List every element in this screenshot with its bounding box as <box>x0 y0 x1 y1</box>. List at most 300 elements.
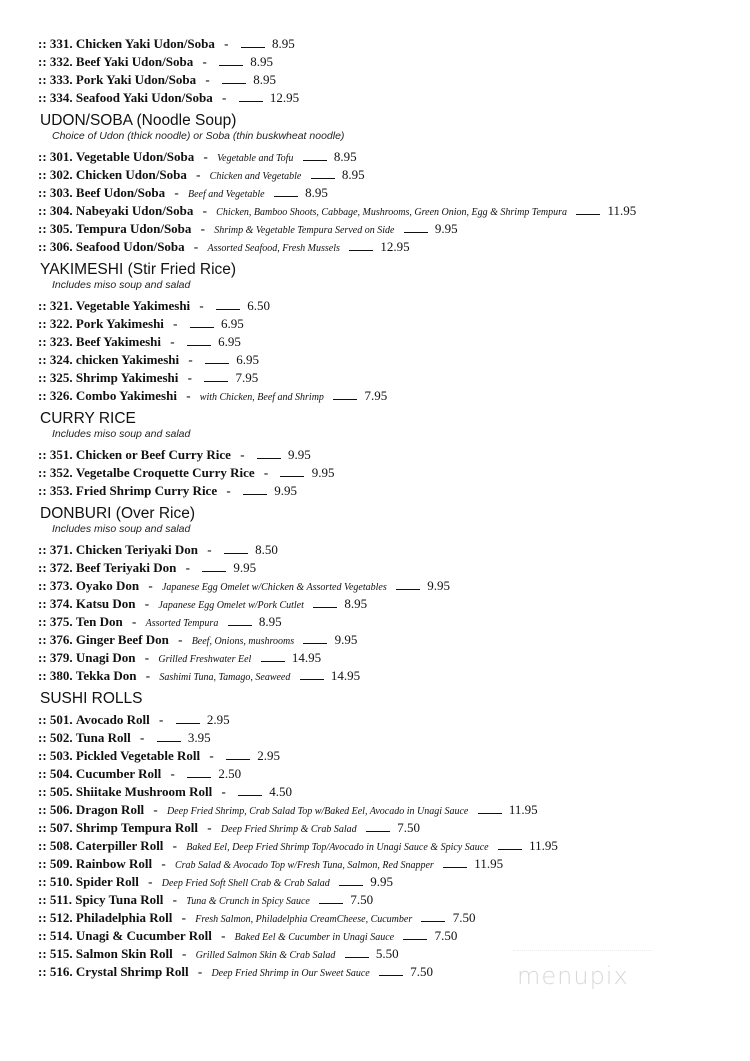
menu-item <box>38 631 738 649</box>
item-bullet: :: <box>38 892 47 907</box>
item-name: Nabeyaki Udon/Soba <box>75 203 194 218</box>
menu-item <box>38 963 738 981</box>
item-description: Japanese Egg Omelet w/Pork Cutlet <box>158 600 304 611</box>
item-number: 380. <box>49 668 73 683</box>
item-bullet: :: <box>38 946 47 961</box>
item-bullet: :: <box>38 578 47 593</box>
item-bullet: :: <box>38 668 47 683</box>
section-title: UDON/SOBA (Noodle Soup) <box>40 112 237 129</box>
menu-item <box>38 148 738 166</box>
section-items <box>38 148 738 256</box>
item-dash: - <box>221 90 227 105</box>
menu-section <box>38 261 738 405</box>
item-dash: - <box>181 910 186 925</box>
item-price: 7.95 <box>364 388 388 403</box>
item-name: Spider Roll <box>75 874 139 889</box>
item-bullet: :: <box>38 802 47 817</box>
item-name: Beef Yaki Udon/Soba <box>75 54 194 69</box>
item-bullet: :: <box>38 856 47 871</box>
item-blank-line <box>319 892 343 904</box>
item-bullet: :: <box>38 36 47 51</box>
menu-item <box>38 369 738 387</box>
item-number: 306. <box>49 239 73 254</box>
item-price: 6.95 <box>218 334 241 349</box>
item-dash: - <box>132 614 137 629</box>
item-bullet: :: <box>38 730 47 745</box>
item-name: Tuna Roll <box>75 730 131 745</box>
item-description: Fresh Salmon, Philadelphia CreamCheese, Cucumber <box>195 914 413 925</box>
section-subtitle: Includes miso soup and salad <box>52 279 191 291</box>
item-number: 504. <box>49 766 73 781</box>
item-bullet: :: <box>38 316 47 331</box>
item-bullet: :: <box>38 964 47 979</box>
item-bullet: :: <box>38 650 47 665</box>
item-description: Japanese Egg Omelet w/Chicken & Assorted Vegetables <box>161 582 387 593</box>
item-description: Assorted Tempura <box>145 618 219 629</box>
item-price: 9.95 <box>233 560 257 575</box>
item-blank-line <box>257 447 281 459</box>
item-name: Vegetable Yakimeshi <box>75 298 191 313</box>
item-price: 5.50 <box>375 946 399 961</box>
menu-item <box>38 220 738 238</box>
item-dash: - <box>207 820 212 835</box>
item-number: 371. <box>49 542 73 557</box>
item-blank-line <box>345 946 369 958</box>
item-number: 506. <box>49 802 73 817</box>
item-name: Tekka Don <box>75 668 137 683</box>
item-dash: - <box>161 856 166 871</box>
menu-item <box>38 595 738 613</box>
item-dash: - <box>209 748 214 763</box>
item-blank-line <box>303 632 327 644</box>
item-dash: - <box>144 650 150 665</box>
item-number: 507. <box>49 820 73 835</box>
item-bullet: :: <box>38 928 47 943</box>
item-name: Beef Yakimeshi <box>75 334 162 349</box>
item-description: Deep Fried Shrimp in Our Sweet Sauce <box>211 968 370 979</box>
item-blank-line <box>205 352 229 364</box>
item-price: 3.95 <box>187 730 211 745</box>
item-description: Tuna & Crunch in Spicy Sauce <box>186 896 310 907</box>
section-items <box>38 711 738 981</box>
item-number: 503. <box>49 748 73 763</box>
menu-item <box>38 927 738 945</box>
item-number: 351. <box>49 447 73 462</box>
section-items <box>38 35 738 107</box>
item-blank-line <box>443 856 467 868</box>
item-blank-line <box>303 149 327 161</box>
item-blank-line <box>366 820 390 832</box>
item-blank-line <box>339 874 363 886</box>
item-number: 510. <box>49 874 73 889</box>
item-name: Chicken Yaki Udon/Soba <box>75 36 215 51</box>
item-number: 302. <box>49 167 73 182</box>
item-number: 379. <box>49 650 73 665</box>
menu-item <box>38 53 738 71</box>
item-name: Oyako Don <box>75 578 140 593</box>
item-name: Dragon Roll <box>75 802 145 817</box>
menu-item <box>38 909 738 927</box>
item-price: 7.50 <box>434 928 458 943</box>
item-price: 2.95 <box>206 712 230 727</box>
section-title: DONBURI (Over Rice) <box>40 505 196 522</box>
item-name: Katsu Don <box>75 596 136 611</box>
item-price: 8.95 <box>344 596 368 611</box>
item-dash: - <box>186 388 191 403</box>
item-price: 9.95 <box>274 483 297 498</box>
item-number: 374. <box>49 596 73 611</box>
item-price: 6.95 <box>236 352 259 367</box>
item-blank-line <box>274 185 298 197</box>
item-blank-line <box>421 910 445 922</box>
item-bullet: :: <box>38 239 47 254</box>
menu-item <box>38 765 738 783</box>
item-dash: - <box>221 784 226 799</box>
item-dash: - <box>207 542 212 557</box>
item-blank-line <box>224 542 248 554</box>
item-description: Deep Fried Shrimp & Crab Salad <box>220 824 357 835</box>
menu-item <box>38 184 738 202</box>
item-blank-line <box>379 964 403 976</box>
item-blank-line <box>238 784 262 796</box>
item-blank-line <box>219 54 243 66</box>
item-description: Grilled Freshwater Eel <box>158 654 252 665</box>
item-description: Crab Salad & Avocado Top w/Fresh Tuna, Salmon, Red Snapper <box>174 860 434 871</box>
item-blank-line <box>498 838 522 850</box>
menu-section <box>38 505 738 685</box>
item-bullet: :: <box>38 910 47 925</box>
item-price: 9.95 <box>311 465 335 480</box>
menu-item <box>38 783 738 801</box>
item-dash: - <box>170 766 175 781</box>
item-description: Shrimp & Vegetable Tempura Served on Side <box>214 225 395 236</box>
item-number: 323. <box>49 334 73 349</box>
item-number: 305. <box>49 221 73 236</box>
item-price: 9.95 <box>334 632 358 647</box>
item-bullet: :: <box>38 465 47 480</box>
item-blank-line <box>313 596 337 608</box>
item-blank-line <box>243 483 267 495</box>
item-name: Beef Teriyaki Don <box>75 560 177 575</box>
item-number: 326. <box>49 388 73 403</box>
menu-page <box>38 35 738 981</box>
item-name: Shrimp Yakimeshi <box>75 370 179 385</box>
menu-item <box>38 613 738 631</box>
item-number: 375. <box>49 614 73 629</box>
item-blank-line <box>239 90 263 102</box>
item-bullet: :: <box>38 54 47 69</box>
item-name: Rainbow Roll <box>75 856 153 871</box>
section-subtitle: Includes miso soup and salad <box>52 523 191 535</box>
item-price: 12.95 <box>380 239 410 254</box>
item-dash: - <box>205 72 210 87</box>
item-blank-line <box>222 72 246 84</box>
item-blank-line <box>311 167 335 179</box>
menu-item <box>38 837 738 855</box>
section-subtitle: Choice of Udon (thick noodle) or Soba (thin buskwheat noodle) <box>52 130 345 142</box>
item-number: 372. <box>49 560 73 575</box>
item-bullet: :: <box>38 596 47 611</box>
item-bullet: :: <box>38 748 47 763</box>
menu-section <box>38 410 738 500</box>
item-dash: - <box>263 465 269 480</box>
item-description: Assorted Seafood, Fresh Mussels <box>207 243 340 254</box>
item-dash: - <box>172 838 178 853</box>
item-dash: - <box>174 185 179 200</box>
item-bullet: :: <box>38 874 47 889</box>
menu-item <box>38 729 738 747</box>
item-name: Shiitake Mushroom Roll <box>75 784 213 799</box>
menu-item <box>38 747 738 765</box>
item-name: chicken Yakimeshi <box>75 352 180 367</box>
item-bullet: :: <box>38 447 47 462</box>
section-title: YAKIMESHI (Stir Fried Rice) <box>40 261 237 278</box>
menu-item <box>38 464 738 482</box>
item-blank-line <box>187 334 211 346</box>
item-number: 376. <box>49 632 73 647</box>
item-dash: - <box>240 447 245 462</box>
menu-item <box>38 667 738 685</box>
item-blank-line <box>478 802 502 814</box>
item-bullet: :: <box>38 203 47 218</box>
item-price: 14.95 <box>330 668 361 683</box>
item-description: with Chicken, Beef and Shrimp <box>199 392 324 403</box>
item-dash: - <box>202 203 207 218</box>
item-blank-line <box>216 298 240 310</box>
item-price: 8.95 <box>341 167 365 182</box>
menu-section <box>38 35 738 107</box>
item-dash: - <box>199 298 204 313</box>
item-bullet: :: <box>38 334 47 349</box>
item-blank-line <box>190 316 214 328</box>
item-blank-line <box>226 748 250 760</box>
item-number: 514. <box>49 928 73 943</box>
menu-item <box>38 873 738 891</box>
item-price: 7.50 <box>452 910 476 925</box>
item-bullet: :: <box>38 185 47 200</box>
item-bullet: :: <box>38 542 47 557</box>
item-name: Ginger Beef Don <box>75 632 169 647</box>
item-number: 333. <box>49 72 73 87</box>
item-price: 9.95 <box>288 447 311 462</box>
item-description: Beef and Vegetable <box>187 189 265 200</box>
item-name: Chicken or Beef Curry Rice <box>75 447 231 462</box>
item-bullet: :: <box>38 90 47 105</box>
item-description: Baked Eel, Deep Fried Shrimp Top/Avocado in Unagi Sauce & Spicy Sauce <box>186 842 489 853</box>
item-number: 334. <box>49 90 73 105</box>
item-bullet: :: <box>38 766 47 781</box>
item-bullet: :: <box>38 838 47 853</box>
item-dash: - <box>172 892 177 907</box>
item-blank-line <box>241 36 265 48</box>
item-price: 9.95 <box>427 578 450 593</box>
item-blank-line <box>404 221 428 233</box>
menu-item <box>38 577 738 595</box>
item-name: Spicy Tuna Roll <box>75 892 164 907</box>
item-number: 303. <box>49 185 73 200</box>
item-number: 501. <box>49 712 73 727</box>
item-price: 7.50 <box>410 964 433 979</box>
item-bullet: :: <box>38 632 47 647</box>
item-dash: - <box>144 596 150 611</box>
item-dash: - <box>188 352 193 367</box>
menu-item <box>38 166 738 184</box>
item-number: 324. <box>49 352 73 367</box>
item-bullet: :: <box>38 370 47 385</box>
item-number: 505. <box>49 784 73 799</box>
item-blank-line <box>349 239 373 251</box>
item-blank-line <box>300 668 324 680</box>
item-number: 322. <box>49 316 73 331</box>
section-title: CURRY RICE <box>40 410 136 427</box>
item-name: Crystal Shrimp Roll <box>75 964 189 979</box>
item-dash: - <box>226 483 231 498</box>
item-price: 11.95 <box>474 856 504 871</box>
menu-item <box>38 559 738 577</box>
item-description: Chicken, Bamboo Shoots, Cabbage, Mushrooms, Green Onion, Egg & Shrimp Tempura <box>216 207 567 218</box>
item-bullet: :: <box>38 352 47 367</box>
item-number: 301. <box>49 149 73 164</box>
item-name: Fried Shrimp Curry Rice <box>75 483 218 498</box>
item-bullet: :: <box>38 221 47 236</box>
item-name: Combo Yakimeshi <box>75 388 177 403</box>
item-description: Deep Fried Shrimp, Crab Salad Top w/Baked Eel, Avocado in Unagi Sauce <box>167 806 469 817</box>
item-dash: - <box>139 730 145 745</box>
item-price: 7.95 <box>235 370 259 385</box>
item-number: 331. <box>49 36 73 51</box>
menu-item <box>38 819 738 837</box>
menu-item <box>38 315 738 333</box>
item-blank-line <box>576 203 600 215</box>
item-blank-line <box>204 370 228 382</box>
menu-item <box>38 35 738 53</box>
item-price: 8.95 <box>333 149 357 164</box>
item-price: 8.50 <box>255 542 278 557</box>
menu-section <box>38 112 738 256</box>
item-description: Baked Eel & Cucumber in Unagi Sauce <box>234 932 395 943</box>
menu-item <box>38 351 738 369</box>
menu-item <box>38 89 738 107</box>
item-dash: - <box>170 334 175 349</box>
item-description: Deep Fried Soft Shell Crab & Crab Salad <box>161 878 330 889</box>
item-dash: - <box>182 946 187 961</box>
item-name: Vegetable Udon/Soba <box>75 149 195 164</box>
item-name: Shrimp Tempura Roll <box>75 820 199 835</box>
item-name: Pickled Vegetable Roll <box>75 748 201 763</box>
item-blank-line <box>333 388 357 400</box>
item-number: 508. <box>49 838 73 853</box>
item-dash: - <box>158 712 164 727</box>
item-dash: - <box>148 874 153 889</box>
item-price: 8.95 <box>258 614 282 629</box>
menu-item <box>38 202 738 220</box>
item-price: 8.95 <box>271 36 295 51</box>
item-price: 8.95 <box>305 185 328 200</box>
item-dash: - <box>178 632 183 647</box>
item-dash: - <box>185 560 190 575</box>
item-price: 8.95 <box>250 54 274 69</box>
item-dash: - <box>224 36 229 51</box>
item-price: 8.95 <box>253 72 276 87</box>
item-price: 11.95 <box>508 802 538 817</box>
item-number: 332. <box>49 54 73 69</box>
item-bullet: :: <box>38 820 47 835</box>
item-price: 2.50 <box>218 766 242 781</box>
item-number: 502. <box>49 730 73 745</box>
item-name: Chicken Udon/Soba <box>75 167 187 182</box>
item-name: Chicken Teriyaki Don <box>75 542 199 557</box>
item-name: Pork Yakimeshi <box>75 316 164 331</box>
menupix-watermark: menupix <box>517 962 629 990</box>
item-name: Unagi Don <box>75 650 136 665</box>
item-dash: - <box>193 239 199 254</box>
item-number: 515. <box>49 946 73 961</box>
item-number: 512. <box>49 910 73 925</box>
item-name: Salmon Skin Roll <box>75 946 173 961</box>
item-name: Vegetalbe Croquette Curry Rice <box>75 465 255 480</box>
item-dash: - <box>197 964 203 979</box>
item-name: Tempura Udon/Soba <box>75 221 192 236</box>
item-dash: - <box>187 370 192 385</box>
item-dash: - <box>200 221 205 236</box>
item-blank-line <box>261 650 285 662</box>
menu-item <box>38 801 738 819</box>
menu-item <box>38 446 738 464</box>
menu-section <box>38 690 738 981</box>
item-blank-line <box>403 928 427 940</box>
item-blank-line <box>157 730 181 742</box>
item-dash: - <box>203 149 208 164</box>
item-number: 352. <box>49 465 73 480</box>
item-price: 11.95 <box>607 203 637 218</box>
item-blank-line <box>176 712 200 724</box>
item-number: 509. <box>49 856 73 871</box>
menu-item <box>38 238 738 256</box>
item-bullet: :: <box>38 483 47 498</box>
item-number: 325. <box>49 370 73 385</box>
item-name: Philadelphia Roll <box>75 910 173 925</box>
item-name: Avocado Roll <box>75 712 150 727</box>
item-dash: - <box>196 167 201 182</box>
item-price: 7.50 <box>397 820 420 835</box>
item-number: 353. <box>49 483 73 498</box>
item-bullet: :: <box>38 712 47 727</box>
item-price: 4.50 <box>269 784 293 799</box>
item-price: 9.95 <box>434 221 458 236</box>
item-description: Sashimi Tuna, Tamago, Seaweed <box>159 672 291 683</box>
section-items <box>38 297 738 405</box>
item-blank-line <box>228 614 252 626</box>
menu-item <box>38 855 738 873</box>
item-bullet: :: <box>38 72 47 87</box>
menu-item <box>38 333 738 351</box>
menu-item <box>38 649 738 667</box>
item-name: Ten Don <box>75 614 123 629</box>
item-number: 304. <box>49 203 73 218</box>
item-name: Seafood Yaki Udon/Soba <box>75 90 213 105</box>
item-name: Beef Udon/Soba <box>75 185 166 200</box>
item-description: Vegetable and Tofu <box>217 153 294 164</box>
item-description: Beef, Onions, mushrooms <box>191 636 295 647</box>
menu-item <box>38 297 738 315</box>
section-title: SUSHI ROLLS <box>40 690 143 707</box>
item-bullet: :: <box>38 167 47 182</box>
item-name: Cucumber Roll <box>75 766 162 781</box>
menu-item <box>38 482 738 500</box>
item-price: 6.50 <box>247 298 270 313</box>
item-number: 516. <box>49 964 73 979</box>
item-blank-line <box>202 560 226 572</box>
